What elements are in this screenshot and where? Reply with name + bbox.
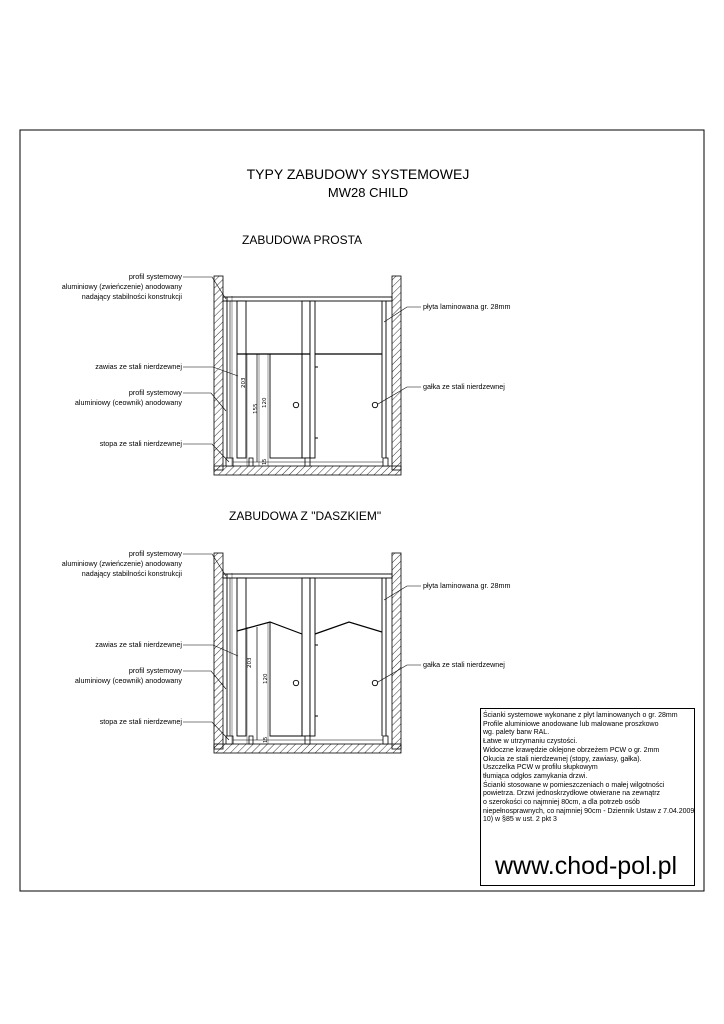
svg-text:nadający stabilności konstrukc: nadający stabilności konstrukcji	[81, 569, 182, 578]
title-line-2: MW28 CHILD	[327, 185, 409, 200]
dimension-120: 120	[262, 397, 268, 408]
floor	[214, 744, 401, 753]
note-line: Ścianki systemowe wykonane z płyt laminowanych o gr. 28mm	[483, 712, 678, 719]
svg-text:profil systemowy: profil systemowy	[128, 272, 182, 281]
left-wall	[214, 553, 223, 749]
label-top-profile	[62, 549, 183, 578]
note-line: Uszczelka PCW w profilu słupkowym	[483, 764, 598, 772]
dimension-203: 203	[241, 377, 247, 388]
svg-text:profil systemowy: profil systemowy	[128, 549, 182, 558]
dimension-15: 15	[263, 736, 269, 743]
note-line: o szerokości co najmniej 80cm, a dla potrzeb osób	[483, 799, 640, 807]
note-line: Widoczne krawędzie oklejone obrzeżem PCW o gr. 2mm	[483, 746, 660, 754]
website-url: www.chod-pol.pl	[495, 852, 678, 880]
door-left	[270, 622, 302, 736]
note-line: Ścianki stosowane w pomieszczeniach o małej wilgotności	[483, 781, 665, 789]
svg-text:aluminiowy (ceownik) anodowany: aluminiowy (ceownik) anodowany	[74, 398, 182, 407]
label-knob: gałka ze stali nierdzewnej	[423, 382, 505, 391]
label-knob: gałka ze stali nierdzewnej	[423, 660, 505, 669]
label-foot: stopa ze stali nierdzewnej	[99, 439, 182, 448]
svg-text:aluminiowy (zwieńczenie) anodo: aluminiowy (zwieńczenie) anodowany	[61, 559, 182, 568]
note-line: powietrza. Drzwi jednoskrzydłowe otwierane na zewnątrz	[483, 790, 661, 798]
dimension-203: 203	[247, 657, 253, 668]
section-straight-heading: ZABUDOWA PROSTA	[242, 233, 363, 247]
note-line: Profile aluminiowe anodowane lub malowane proszkowo	[483, 720, 659, 728]
dimension-120: 120	[263, 673, 269, 684]
knob	[293, 680, 298, 685]
roof-right	[315, 622, 382, 634]
label-foot: stopa ze stali nierdzewnej	[99, 717, 182, 726]
label-board: płyta laminowana gr. 28mm	[423, 302, 511, 311]
note-line: wg. palety barw RAL.	[483, 729, 550, 737]
svg-text:aluminiowy (ceownik) anodowany: aluminiowy (ceownik) anodowany	[74, 676, 182, 685]
note-line: Łatwe w utrzymaniu czystości.	[483, 738, 578, 746]
right-wall	[392, 553, 401, 749]
svg-text:nadający stabilności konstrukc: nadający stabilności konstrukcji	[81, 292, 182, 301]
title-line-1: TYPY ZABUDOWY SYSTEMOWEJ	[246, 166, 470, 182]
label-hinge: zawias ze stali nierdzewnej	[95, 362, 182, 371]
label-hinge: zawias ze stali nierdzewnej	[95, 640, 182, 649]
label-channel-profile	[75, 388, 182, 407]
knob	[372, 402, 377, 407]
knob	[372, 680, 377, 685]
floor	[214, 466, 401, 475]
label-board: płyta laminowana gr. 28mm	[423, 581, 511, 590]
top-rail-profile	[223, 297, 392, 301]
top-rail-profile	[223, 574, 392, 578]
svg-text:aluminiowy (zwieńczenie) anodo: aluminiowy (zwieńczenie) anodowany	[61, 282, 182, 291]
note-line: 10) w §85 w ust. 2 pkt 3	[483, 816, 557, 824]
roof-left	[237, 622, 302, 634]
section-roofed	[62, 509, 511, 753]
section-straight	[62, 233, 511, 475]
dimension-155: 155	[253, 403, 259, 414]
dimension-15: 15	[262, 458, 268, 465]
label-channel-profile	[75, 666, 182, 685]
section-roofed-heading: ZABUDOWA Z "DASZKIEM"	[229, 509, 382, 523]
knob	[293, 402, 298, 407]
note-line: niepełnosprawnych, co najmniej 90cm - Dziennik Ustaw z 7.04.2009	[483, 807, 695, 815]
left-wall	[214, 276, 223, 470]
right-wall	[392, 276, 401, 470]
label-top-profile	[62, 272, 183, 301]
svg-text:profil systemowy: profil systemowy	[128, 388, 182, 397]
svg-text:profil systemowy: profil systemowy	[128, 666, 182, 675]
note-line: Okucia ze stali nierdzewnej (stopy, zawiasy, gałka).	[483, 755, 642, 763]
note-line: tłumiąca odgłos zamykania drzwi.	[483, 772, 588, 780]
